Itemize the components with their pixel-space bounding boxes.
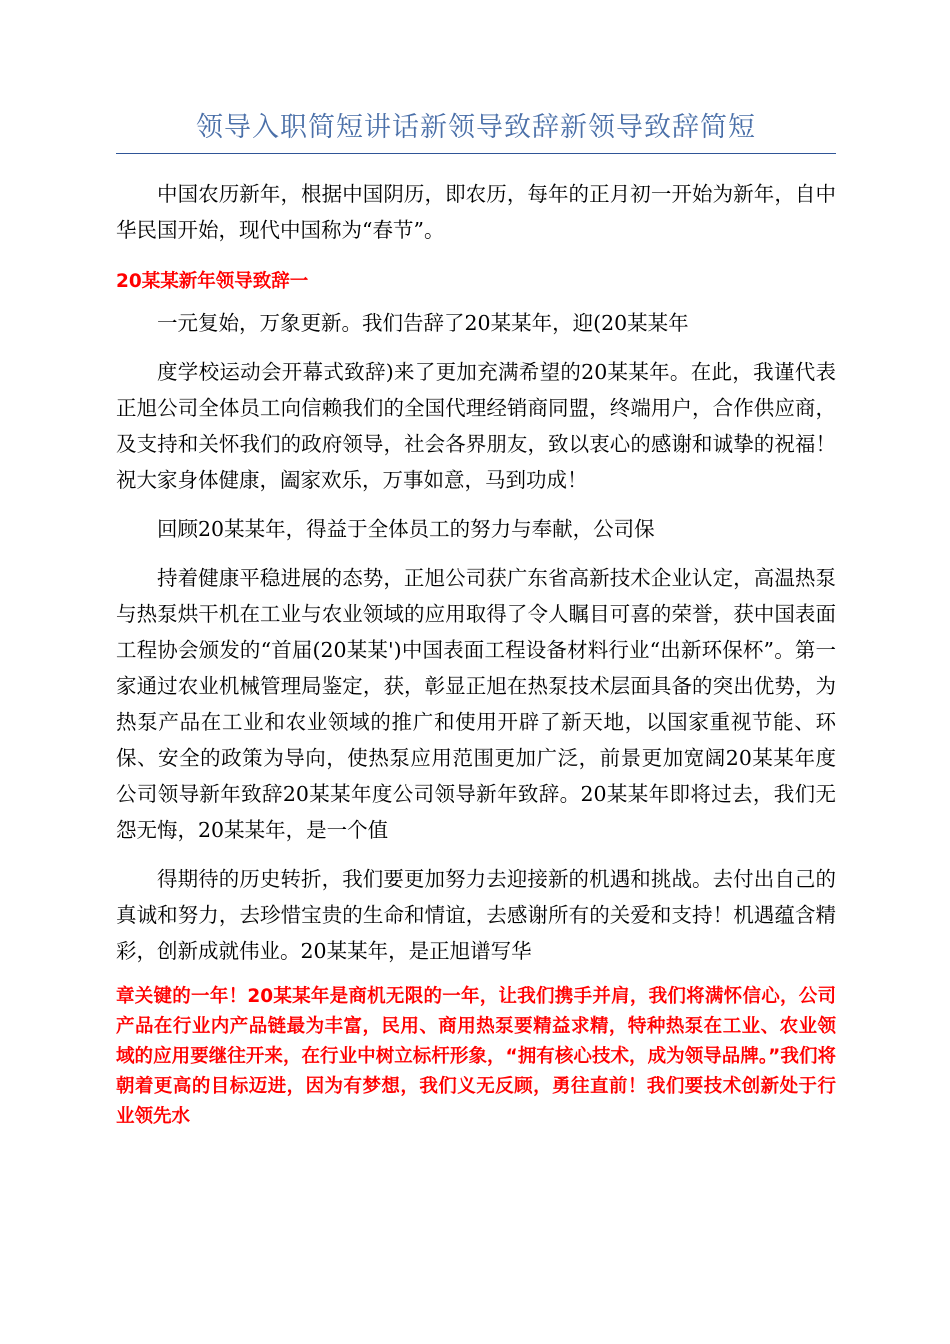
body-paragraph-4: 持着健康平稳进展的态势，正旭公司获广东省高新技术企业认定，高温热泵与热泵烘干机在工业与农业领域的应用取得了令人瞩目可喜的荣誉，获中国表面工程协会颁发的“首届(20某某')中国表面工程设备材料行业“出新环保杯”。第一家通过农业机械管理局鉴定，获，彰显正旭在热泵技术层面具备的突出优势，为热泵产品在工业和农业领域的推广和使用开辟了新天地，以国家重视节能、环保、安全的政策为导向，使热泵应用范围更加广泛，前景更加宽阔20某某年度公司领导新年致辞20某某年度公司领导新年致辞。20某某年即将过去，我们无怨无悔，20某某年，是一个值 <box>116 566 836 842</box>
document-page <box>116 108 836 1132</box>
body-paragraph-1: 一元复始，万象更新。我们告辞了20某某年，迎(20某某年 <box>157 311 689 335</box>
body-paragraph-2: 度学校运动会开幕式致辞)来了更加充满希望的20某某年。在此，我谨代表正旭公司全体员工向信赖我们的全国代理经销商同盟，终端用户，合作供应商，及支持和关怀我们的政府领导，社会各界朋友，致以衷心的感谢和诚挚的祝福！祝大家身体健康，阖家欢乐，万事如意，马到功成！ <box>116 360 836 492</box>
title-underline <box>116 153 836 154</box>
highlighted-paragraph: 章关键的一年！20某某年是商机无限的一年，让我们携手并肩，我们将满怀信心，公司产品在行业内产品链最为丰富，民用、商用热泵要精益求精，特种热泵在工业、农业领域的应用要继往开来，在行业中树立标杆形象，“拥有核心技术，成为领导品牌。”我们将朝着更高的目标迈进，因为有梦想，我们义无反顾，勇往直前！我们要技术创新处于行业领先水 <box>116 986 836 1127</box>
body-paragraph-3: 回顾20某某年，得益于全体员工的努力与奉献，公司保 <box>157 517 655 541</box>
body-paragraph-5: 得期待的历史转折，我们要更加努力去迎接新的机遇和挑战。去付出自己的真诚和努力，去珍惜宝贵的生命和情谊，去感谢所有的关爱和支持！机遇蕴含精彩，创新成就伟业。20某某年，是正旭谱写华 <box>116 867 836 963</box>
document-title: 领导入职简短讲话新领导致辞新领导致辞简短 <box>196 112 756 143</box>
body-paragraph-intro: 中国农历新年，根据中国阴历，即农历，每年的正月初一开始为新年，自中华民国开始，现代中国称为“春节”。 <box>116 182 836 242</box>
section-heading: 20某某新年领导致辞一 <box>116 271 309 292</box>
